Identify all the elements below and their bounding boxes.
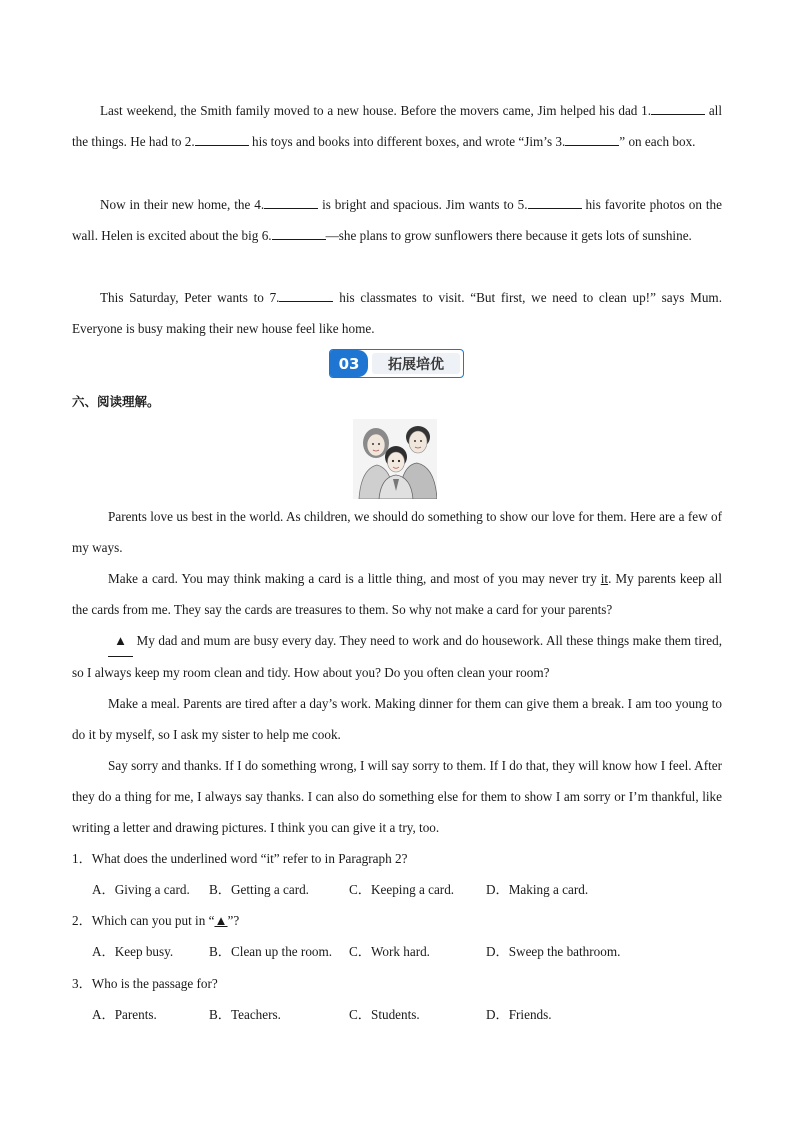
cloze-paragraph-1 <box>72 95 722 157</box>
blank-4[interactable] <box>264 196 318 209</box>
text-segment: ”? <box>227 913 240 928</box>
option-a[interactable]: A．Giving a card. <box>92 882 190 897</box>
cloze-paragraph-3 <box>72 282 722 344</box>
section-label: 拓展培优 <box>372 353 460 374</box>
text-segment: is bright and spacious. Jim wants to 5. <box>318 197 528 212</box>
section-number: 03 <box>330 350 368 377</box>
reading-paragraph-3 <box>72 625 722 688</box>
reading-heading: 六、阅读理解。 <box>72 394 160 409</box>
question-1-stem: 1．What does the underlined word “it” refer to in Paragraph 2? <box>72 851 408 866</box>
cloze-paragraph-2 <box>72 189 722 251</box>
reading-paragraph-2 <box>72 563 722 625</box>
option-d[interactable]: D．Sweep the bathroom. <box>486 944 621 959</box>
text-segment: My dad and mum are busy every day. They need to work and do housework. All these things make them tired, so I always keep my room clean and tidy. How about you? Do you often clean your room? <box>72 633 722 680</box>
option-a[interactable]: A．Keep busy. <box>92 944 174 959</box>
option-b[interactable]: B．Getting a card. <box>209 882 309 897</box>
section-banner <box>329 349 464 378</box>
reading-paragraph-1 <box>72 501 722 563</box>
text-segment: . My parents keep all the cards from me. They say the cards are treasures to them. So why not make a card for your parents? <box>72 571 722 617</box>
triangle-mark: ▲ <box>214 913 228 928</box>
text-segment: Say sorry and thanks. If I do something wrong, I will say sorry to them. If I do that, they will know how I feel. After they do a thing for me, I always say thanks. I can also do something else for them to show I am sorry or I’m thankful, like writing a letter and drawing pictures. I think you can give it a try, too. <box>72 758 722 835</box>
blank-3[interactable] <box>565 133 619 146</box>
text-segment: his classmates to visit. “But first, we need to clean up!” says Mum. Everyone is busy making their new house feel like home. <box>72 290 722 336</box>
option-c[interactable]: C．Work hard. <box>349 944 430 959</box>
text-segment: 2．Which can you put in “ <box>72 913 215 928</box>
option-b[interactable]: B．Teachers. <box>209 1007 281 1022</box>
option-d[interactable]: D．Making a card. <box>486 882 589 897</box>
text-segment: Last weekend, the Smith family moved to a new house. Before the movers came, Jim helped his dad 1. <box>100 103 652 118</box>
text-segment: Now in their new home, the 4. <box>100 197 265 212</box>
blank-7[interactable] <box>279 289 333 302</box>
option-d[interactable]: D．Friends. <box>486 1007 552 1022</box>
option-c[interactable]: C．Keeping a card. <box>349 882 455 897</box>
text-segment: Make a card. You may think making a card is a little thing, and most of you may never try <box>108 571 601 586</box>
option-c[interactable]: C．Students. <box>349 1007 420 1022</box>
text-segment: all the things. He had to 2. <box>72 103 723 149</box>
text-segment: his toys and books into different boxes, and wrote “Jim’s 3. <box>248 134 566 149</box>
reading-paragraph-4 <box>72 688 722 750</box>
triangle-blank[interactable]: ▲ <box>108 625 133 657</box>
question-3-stem: 3．Who is the passage for? <box>72 976 218 991</box>
text-segment: This Saturday, Peter wants to 7. <box>100 290 280 305</box>
text-segment: —she plans to grow sunflowers there because it gets lots of sunshine. <box>325 228 692 243</box>
blank-5[interactable] <box>528 196 582 209</box>
question-2-stem <box>72 911 239 931</box>
question-1-options <box>92 880 588 900</box>
blank-1[interactable] <box>651 102 705 115</box>
text-segment: Parents love us best in the world. As children, we should do something to show our love for them. Here are a few of my ways. <box>72 509 722 555</box>
underlined-word: it <box>600 571 609 586</box>
family-illustration-icon <box>353 419 437 499</box>
question-3-options <box>92 1005 552 1025</box>
option-b[interactable]: B．Clean up the room. <box>209 944 333 959</box>
question-2-options <box>92 942 620 962</box>
text-segment: Make a meal. Parents are tired after a day’s work. Making dinner for them can give them a break. I am too young to do it by myself, so I ask my sister to help me cook. <box>72 696 722 742</box>
text-segment: his favorite photos on the wall. Helen is excited about the big 6. <box>72 197 722 243</box>
reading-paragraph-5 <box>72 750 722 843</box>
blank-6[interactable] <box>272 227 326 240</box>
text-segment: ” on each box. <box>619 134 696 149</box>
blank-2[interactable] <box>195 133 249 146</box>
option-a[interactable]: A．Parents. <box>92 1007 157 1022</box>
